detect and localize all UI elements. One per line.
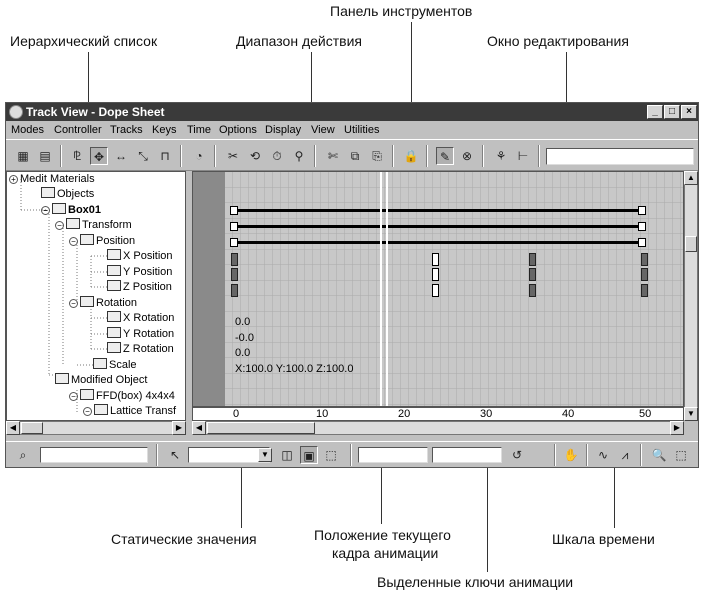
tree-item[interactable]: − Lattice Transf — [83, 404, 176, 419]
menu-bar — [6, 121, 698, 139]
callout-toolbar-panel: Панель инструментов — [330, 3, 473, 19]
value-field[interactable] — [432, 447, 502, 463]
edit-window[interactable] — [192, 171, 684, 407]
collapse-icon[interactable]: − — [83, 407, 92, 416]
scroll-right-icon[interactable]: ▶ — [670, 421, 684, 435]
ruler-tick-label: 30 — [480, 408, 493, 420]
range-bar[interactable] — [233, 225, 643, 228]
max-app-icon — [9, 105, 23, 119]
modify-subtree-icon[interactable]: ⊢ — [517, 149, 529, 163]
status-bar — [6, 441, 698, 467]
scroll-right-icon[interactable]: ▶ — [172, 421, 186, 435]
scroll-thumb[interactable] — [207, 422, 315, 434]
animation-key[interactable] — [641, 268, 648, 281]
static-value: 0.0 — [235, 347, 251, 359]
vertical-scrollbar[interactable] — [684, 171, 698, 421]
animation-key[interactable] — [529, 253, 536, 266]
lock-selection-icon[interactable]: 🔒 — [403, 149, 419, 163]
tree-item[interactable]: − Rotation — [69, 296, 137, 311]
range-handle[interactable] — [230, 206, 238, 215]
collapse-icon[interactable]: − — [55, 221, 64, 230]
show-all-icon[interactable]: ▣ — [300, 446, 318, 464]
callout-current-frame-line2: кадра анимации — [332, 545, 439, 561]
filters-icon[interactable]: ▦ — [17, 149, 29, 163]
scroll-left-icon[interactable]: ◀ — [6, 421, 20, 435]
ruler-tick-label: 40 — [562, 408, 575, 420]
scale-time-icon[interactable]: ⏱ — [272, 149, 282, 163]
toolbar-separator — [180, 145, 182, 167]
tree-item[interactable]: Modified Object — [55, 373, 147, 388]
callout-selected-keys: Выделенные ключи анимации — [377, 574, 574, 590]
transform-icon — [66, 218, 80, 229]
menu-tracks[interactable]: Tracks — [110, 124, 143, 136]
collapse-icon[interactable]: − — [69, 237, 78, 246]
modifier-stack-icon — [55, 373, 69, 384]
menu-view[interactable]: View — [311, 124, 335, 136]
tree-item[interactable]: Y Position — [107, 265, 172, 280]
magnifier-icon[interactable]: 🔍 — [651, 448, 667, 462]
animation-key[interactable] — [641, 253, 648, 266]
selected-animation-key[interactable] — [432, 253, 439, 266]
range-bar[interactable] — [233, 241, 643, 244]
box-object-icon — [52, 203, 66, 214]
copy-icon[interactable]: ⧉ — [350, 149, 360, 163]
window-title: Track View - Dope Sheet — [26, 105, 165, 119]
curve-track-icon — [107, 327, 121, 338]
static-value: 0.0 — [235, 316, 251, 328]
scroll-up-icon[interactable]: ▲ — [684, 171, 698, 185]
toolbar-name-field[interactable] — [546, 148, 694, 165]
animation-key[interactable] — [231, 268, 238, 281]
menu-controller[interactable]: Controller — [54, 124, 102, 136]
animation-key[interactable] — [529, 268, 536, 281]
tree-item[interactable]: Objects — [41, 187, 94, 202]
scroll-thumb[interactable] — [21, 422, 43, 434]
range-handle[interactable] — [638, 222, 646, 231]
show-dotted-icon[interactable]: ⬚ — [325, 448, 337, 462]
animation-key[interactable] — [231, 284, 238, 297]
dope-sheet-icon[interactable]: ▤ — [39, 149, 51, 163]
position-icon — [80, 234, 94, 245]
insert-time-icon[interactable]: ⊓ — [160, 149, 170, 163]
static-value: -0.0 — [235, 332, 254, 344]
callout-edit-window: Окно редактирования — [487, 33, 629, 49]
tree-item[interactable]: − Transform — [55, 218, 132, 233]
selected-animation-key[interactable] — [432, 284, 439, 297]
toolbar-separator — [482, 145, 484, 167]
scroll-left-icon[interactable]: ◀ — [192, 421, 206, 435]
hierarchy-tree — [6, 171, 186, 421]
rotation-icon — [80, 296, 94, 307]
out-of-range-area — [193, 172, 225, 407]
curve-track-icon — [107, 280, 121, 291]
toolbar-separator — [392, 145, 394, 167]
ffd-modifier-icon — [80, 389, 94, 400]
menu-keys[interactable]: Keys — [152, 124, 177, 136]
range-handle[interactable] — [230, 222, 238, 231]
collapse-icon[interactable]: − — [69, 392, 78, 401]
tree-item[interactable]: Z Rotation — [107, 342, 174, 357]
menu-time[interactable]: Time — [187, 124, 212, 136]
delete-time-icon[interactable]: ✂ — [227, 149, 239, 163]
animation-key[interactable] — [231, 253, 238, 266]
curve-track-icon — [107, 249, 121, 260]
curve-track-icon — [107, 311, 121, 322]
collapse-icon[interactable]: − — [41, 206, 50, 215]
callout-hierarchy-list: Иерархический список — [10, 33, 158, 49]
callout-current-frame-line1: Положение текущего — [314, 527, 451, 543]
tree-item[interactable]: X Position — [107, 249, 173, 264]
toolbar-separator — [214, 145, 216, 167]
title-bar[interactable] — [6, 103, 698, 121]
tree-item[interactable]: X Rotation — [107, 311, 174, 326]
scale-icon — [93, 358, 107, 369]
close-button[interactable]: × — [681, 105, 697, 119]
show-keyable-icon[interactable]: ⊗ — [461, 149, 473, 163]
range-handle[interactable] — [638, 238, 646, 247]
tree-item[interactable]: − Box01 — [41, 203, 101, 218]
selected-animation-key[interactable] — [432, 268, 439, 281]
toolbar-separator — [538, 145, 540, 167]
zoom-horizontal-icon[interactable]: ∿ — [597, 448, 609, 462]
range-handle[interactable] — [230, 238, 238, 247]
toolbar-separator — [314, 145, 316, 167]
menu-options[interactable]: Options — [219, 124, 257, 136]
objects-icon — [41, 187, 55, 198]
edit-keys-icon[interactable]: ⅊ — [72, 149, 82, 163]
paste-icon[interactable]: ⎘ — [372, 149, 382, 163]
menu-display[interactable]: Display — [265, 124, 302, 136]
range-bar[interactable] — [233, 209, 643, 212]
zoom-selected-icon[interactable]: ⌕ — [19, 448, 27, 462]
status-separator — [586, 444, 588, 466]
reverse-time-icon[interactable]: ⟲ — [249, 149, 261, 163]
insert-time-tool-icon[interactable]: ⚲ — [294, 149, 304, 163]
current-frame-line[interactable] — [386, 172, 388, 407]
scroll-down-icon[interactable]: ▼ — [684, 407, 698, 421]
scroll-thumb[interactable] — [685, 236, 697, 252]
time-field[interactable] — [358, 447, 428, 463]
zoom-value-icon[interactable]: ⩘ — [621, 448, 629, 462]
slide-keys-icon[interactable]: ↔ — [115, 149, 127, 163]
hand-pan-icon[interactable]: ✋ — [563, 448, 579, 462]
tree-hscrollbar[interactable] — [6, 421, 186, 435]
animation-key[interactable] — [529, 284, 536, 297]
static-value: X:100.0 Y:100.0 Z:100.0 — [235, 363, 354, 375]
ruler-tick-label: 20 — [398, 408, 411, 420]
status-separator — [350, 444, 352, 466]
time-ruler[interactable] — [192, 407, 684, 421]
callout-time-scale: Шкала времени — [552, 531, 655, 547]
tree-item[interactable]: − FFD(box) 4x4x4 — [69, 389, 175, 404]
lattice-icon — [94, 404, 108, 415]
current-frame-line[interactable] — [380, 172, 382, 407]
zoom-region-icon[interactable]: ⬚ — [675, 448, 687, 462]
tree-item[interactable]: Y Rotation — [107, 327, 174, 342]
ruler-tick-label: 50 — [639, 408, 652, 420]
scale-keys-icon[interactable]: ⤡ — [138, 149, 148, 163]
minimize-button[interactable]: _ — [647, 105, 663, 119]
toolbar-separator — [60, 145, 62, 167]
tree-item[interactable]: + Medit Materials — [9, 172, 95, 187]
animation-key[interactable] — [641, 284, 648, 297]
track-sets-icon[interactable]: ↺ — [511, 448, 523, 462]
tree-item[interactable]: − Position — [69, 234, 135, 249]
ruler-tick-label: 10 — [316, 408, 329, 420]
show-selected-icon[interactable]: ◫ — [281, 448, 293, 462]
menu-utilities[interactable]: Utilities — [344, 124, 380, 136]
ruler-tick-label: 0 — [233, 408, 240, 420]
range-handle[interactable] — [638, 206, 646, 215]
menu-modes[interactable]: Modes — [11, 124, 45, 136]
toolbar — [6, 139, 698, 171]
toolbar-separator — [426, 145, 428, 167]
status-separator — [156, 444, 158, 466]
collapse-icon[interactable]: − — [69, 299, 78, 308]
select-key-icon[interactable]: ↖ — [169, 448, 181, 462]
hierarchy-icon[interactable]: ⚘ — [495, 149, 507, 163]
maximize-button[interactable]: □ — [664, 105, 680, 119]
expand-icon[interactable]: + — [9, 175, 18, 184]
callout-action-range: Диапазон действия — [236, 33, 362, 49]
tree-item[interactable]: Scale — [93, 358, 137, 373]
select-time-icon[interactable]: ◔ — [195, 149, 203, 163]
chevron-down-icon[interactable]: ▼ — [258, 448, 272, 462]
cut-icon[interactable]: ✄ — [327, 149, 339, 163]
status-separator — [640, 444, 642, 466]
snap-frames-icon[interactable]: ✎ — [436, 147, 454, 165]
status-separator — [554, 444, 556, 466]
curve-track-icon — [107, 342, 121, 353]
callout-static-values: Статические значения — [111, 531, 257, 547]
track-view-window — [5, 102, 699, 468]
edit-hscrollbar[interactable] — [192, 421, 684, 435]
tree-item[interactable]: Z Position — [107, 280, 172, 295]
name-field[interactable] — [40, 447, 148, 463]
curve-track-icon — [107, 265, 121, 276]
move-keys-icon[interactable]: ✥ — [90, 147, 108, 165]
